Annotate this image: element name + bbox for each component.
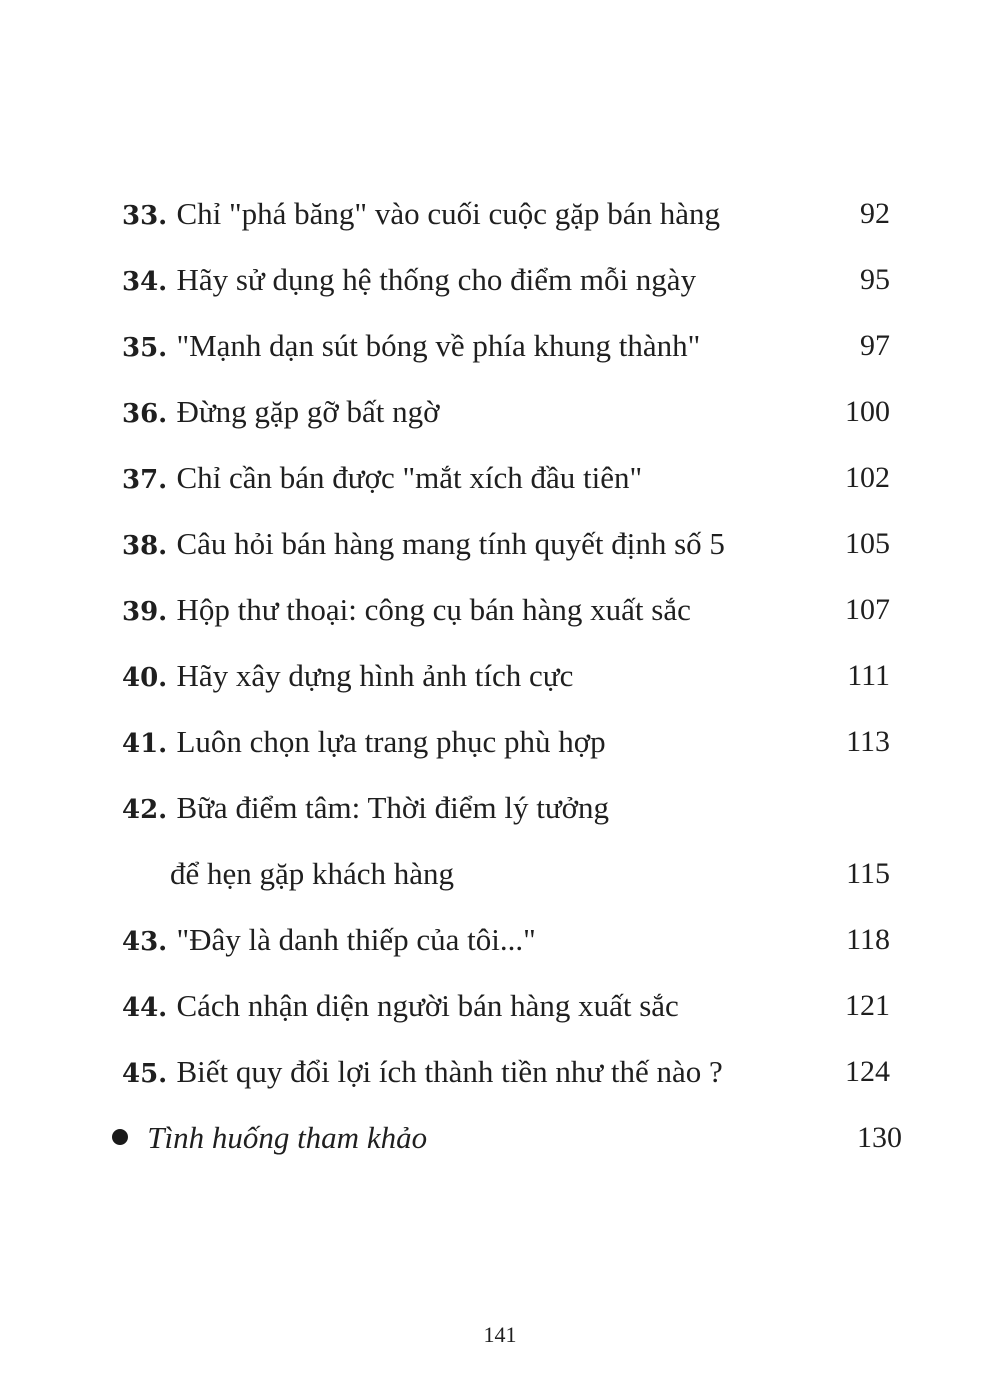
toc-entry-42 — [122, 784, 912, 850]
entry-number: 44. — [122, 993, 168, 1023]
entry-title: Cách nhận diện người bán hàng xuất sắc — [176, 988, 679, 1023]
entry-title: Bữa điểm tâm: Thời điểm lý tưởng — [176, 790, 610, 825]
toc-entry-33 — [122, 190, 912, 256]
entry-page: 92 — [860, 197, 890, 230]
entry-title-continuation: để hẹn gặp khách hàng — [170, 856, 455, 891]
toc-entry-40 — [122, 652, 912, 718]
entry-number: 33. — [122, 201, 168, 231]
entry-number: 40. — [122, 663, 168, 693]
entry-page: 111 — [847, 659, 890, 692]
entry-number: 41. — [122, 729, 168, 759]
toc-reference-entry — [112, 1114, 912, 1180]
toc-entry-37 — [122, 454, 912, 520]
entry-title: Hãy xây dựng hình ảnh tích cực — [176, 658, 574, 693]
entry-page: 115 — [846, 857, 890, 890]
toc-entry-38 — [122, 520, 912, 586]
entry-title: Tình huống tham khảo — [147, 1120, 428, 1155]
entry-title: Hãy sử dụng hệ thống cho điểm mỗi ngày — [176, 262, 697, 297]
entry-page: 102 — [845, 461, 890, 494]
entry-number: 42. — [122, 795, 168, 825]
entry-number: 45. — [122, 1059, 168, 1089]
page-number: 141 — [483, 1322, 517, 1347]
entry-page: 121 — [845, 989, 890, 1022]
bullet-icon — [112, 1129, 128, 1145]
entry-title: Chỉ "phá băng" vào cuối cuộc gặp bán hàng — [176, 196, 720, 231]
toc-entry-35 — [122, 322, 912, 388]
entry-page: 118 — [846, 923, 890, 956]
entry-title: Luôn chọn lựa trang phục phù hợp — [176, 724, 606, 759]
entry-page: 97 — [860, 329, 890, 362]
entry-page: 95 — [860, 263, 890, 296]
toc-entry-41 — [122, 718, 912, 784]
entry-number: 37. — [122, 465, 168, 495]
entry-title: Câu hỏi bán hàng mang tính quyết định số 5 — [176, 526, 725, 561]
entry-page: 100 — [845, 395, 890, 428]
toc-entry-43 — [122, 916, 912, 982]
entry-title: "Mạnh dạn sút bóng về phía khung thành" — [176, 328, 701, 363]
entry-title: "Đây là danh thiếp của tôi..." — [176, 922, 536, 957]
toc-entry-45 — [122, 1048, 912, 1114]
entry-number: 43. — [122, 927, 168, 957]
entry-number: 38. — [122, 531, 168, 561]
entry-page: 105 — [845, 527, 890, 560]
entry-title: Biết quy đổi lợi ích thành tiền như thế nào ? — [176, 1054, 723, 1089]
entry-page: 113 — [846, 725, 890, 758]
toc-entry-39 — [122, 586, 912, 652]
toc-entry-36 — [122, 388, 912, 454]
entry-title: Hộp thư thoại: công cụ bán hàng xuất sắc — [176, 592, 691, 627]
entry-number: 35. — [122, 333, 168, 363]
entry-number: 34. — [122, 267, 168, 297]
toc-entry-42-continuation — [122, 850, 912, 916]
entry-title: Chỉ cần bán được "mắt xích đầu tiên" — [176, 460, 643, 495]
entry-number: 36. — [122, 399, 168, 429]
entry-number: 39. — [122, 597, 168, 627]
table-of-contents — [122, 190, 912, 1180]
toc-entry-44 — [122, 982, 912, 1048]
entry-page: 130 — [857, 1121, 902, 1154]
entry-title: Đừng gặp gỡ bất ngờ — [176, 394, 440, 429]
entry-page: 107 — [845, 593, 890, 626]
entry-page: 124 — [845, 1055, 890, 1088]
toc-entry-34 — [122, 256, 912, 322]
